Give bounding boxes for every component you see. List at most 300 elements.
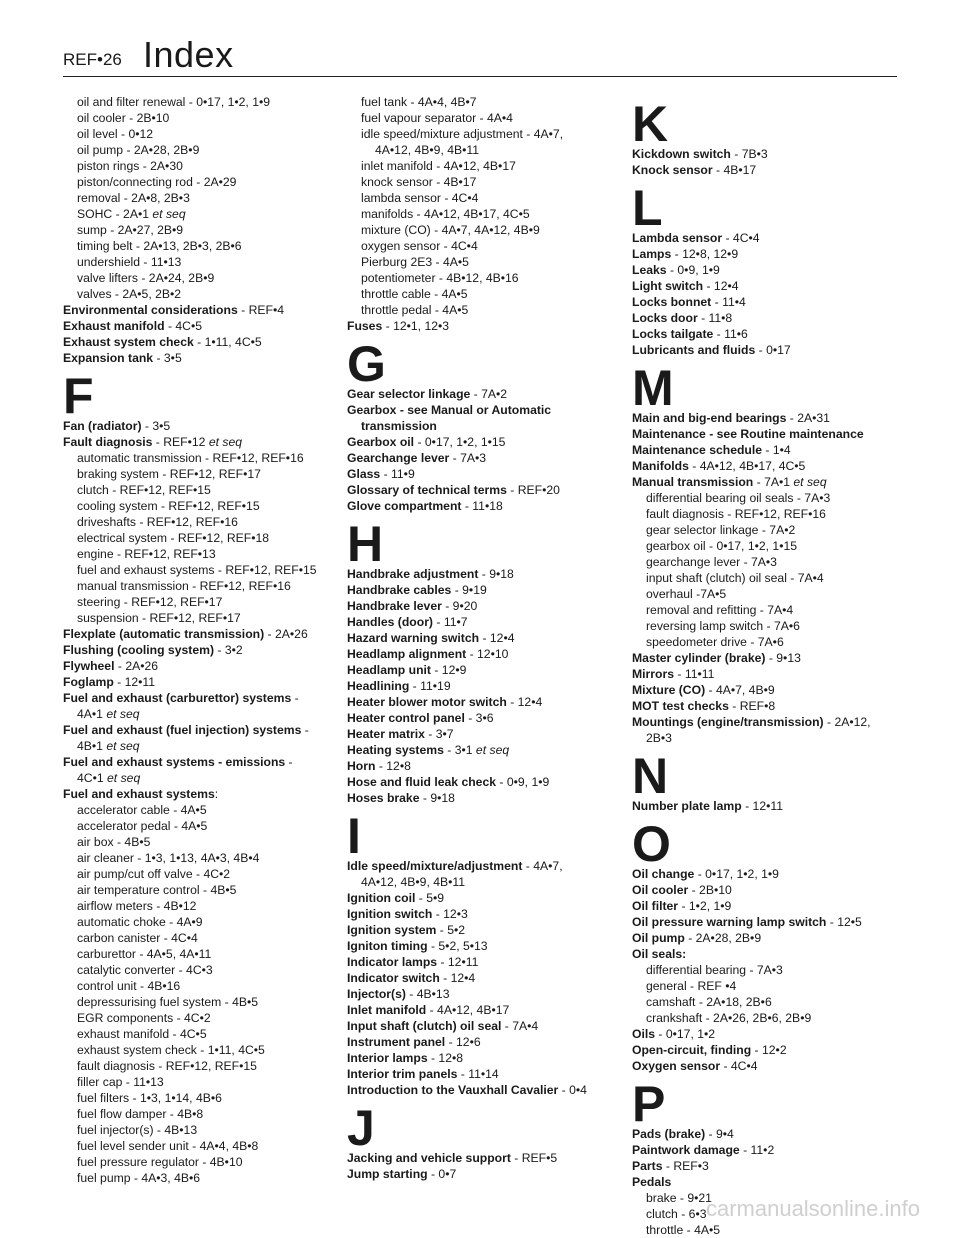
index-subentry bbox=[63, 1074, 349, 1090]
index-column-1 bbox=[63, 94, 349, 1186]
entry-pages: - 7B•3 bbox=[730, 147, 768, 161]
index-entry bbox=[632, 1058, 918, 1074]
entry-pages: - 12•10 bbox=[466, 647, 509, 661]
entry-term: Injector(s) bbox=[347, 987, 406, 1001]
entry-pages: air cleaner - 1•3, 1•13, 4A•3, 4B•4 bbox=[77, 851, 260, 865]
entry-pages: - 11•11 bbox=[674, 667, 715, 681]
entry-term: Interior lamps bbox=[347, 1051, 428, 1065]
entry-pages: carbon canister - 4C•4 bbox=[77, 931, 198, 945]
entry-pages: - bbox=[291, 691, 299, 705]
index-entry bbox=[63, 334, 349, 350]
index-entry bbox=[632, 946, 918, 962]
entry-pages: air box - 4B•5 bbox=[77, 835, 151, 849]
index-entry bbox=[347, 954, 633, 970]
entry-pages: fuel injector(s) - 4B•13 bbox=[77, 1123, 198, 1137]
index-entry bbox=[632, 262, 918, 278]
entry-pages: : bbox=[214, 787, 219, 801]
entry-pages: - 12•8, 12•9 bbox=[671, 247, 739, 261]
index-entry bbox=[63, 626, 349, 642]
index-subentry bbox=[632, 522, 918, 538]
entry-pages: - 3•2 bbox=[214, 643, 243, 657]
index-subentry bbox=[347, 270, 633, 286]
entry-pages: - REF•8 bbox=[728, 699, 776, 713]
index-subentry bbox=[63, 482, 349, 498]
index-subentry bbox=[63, 770, 349, 786]
index-entry bbox=[347, 646, 633, 662]
index-entry bbox=[632, 682, 918, 698]
entry-pages: overhaul -7A•5 bbox=[646, 587, 727, 601]
index-entry bbox=[632, 146, 918, 162]
entry-term: Parts bbox=[632, 1159, 663, 1173]
entry-pages: - 11•19 bbox=[409, 679, 451, 693]
index-entry bbox=[632, 162, 918, 178]
index-subentry bbox=[347, 190, 633, 206]
index-entry bbox=[347, 1002, 633, 1018]
header-rule bbox=[63, 76, 897, 77]
entry-pages: potentiometer - 4B•12, 4B•16 bbox=[361, 271, 519, 285]
entry-pages: oil level - 0•12 bbox=[77, 127, 154, 141]
entry-pages: - 12•4 bbox=[506, 695, 543, 709]
entry-term: Hoses brake bbox=[347, 791, 420, 805]
index-subentry bbox=[63, 450, 349, 466]
index-entry bbox=[347, 482, 633, 498]
index-subentry bbox=[632, 730, 918, 746]
index-column-3 bbox=[632, 94, 918, 1238]
index-subentry bbox=[347, 222, 633, 238]
index-subentry bbox=[63, 1026, 349, 1042]
entry-pages: clutch - REF•12, REF•15 bbox=[77, 483, 211, 497]
index-subentry bbox=[63, 1170, 349, 1186]
index-entry bbox=[347, 1150, 633, 1166]
entry-pages: valves - 2A•5, 2B•2 bbox=[77, 287, 182, 301]
entry-pages: accelerator pedal - 4A•5 bbox=[77, 819, 208, 833]
index-subentry bbox=[63, 818, 349, 834]
index-entry bbox=[347, 858, 633, 874]
entry-term: Jacking and vehicle support bbox=[347, 1151, 511, 1165]
entry-term: Handbrake adjustment bbox=[347, 567, 479, 581]
index-entry bbox=[63, 642, 349, 658]
index-entry bbox=[632, 310, 918, 326]
entry-pages: - 11•18 bbox=[461, 499, 503, 513]
index-column-2 bbox=[347, 94, 633, 1182]
index-entry bbox=[347, 1166, 633, 1182]
index-subentry bbox=[63, 174, 349, 190]
index-entry bbox=[347, 710, 633, 726]
entry-pages: - 0•9, 1•9 bbox=[496, 775, 550, 789]
index-entry bbox=[347, 434, 633, 450]
index-subentry bbox=[63, 1154, 349, 1170]
entry-term: Lubricants and fluids bbox=[632, 343, 756, 357]
entry-pages: - 9•4 bbox=[705, 1127, 734, 1141]
index-subentry bbox=[632, 570, 918, 586]
entry-pages: filler cap - 11•13 bbox=[77, 1075, 164, 1089]
entry-term: Flexplate (automatic transmission) bbox=[63, 627, 265, 641]
entry-term: Igniton timing bbox=[347, 939, 428, 953]
index-subentry bbox=[63, 850, 349, 866]
entry-term: Ignition coil bbox=[347, 891, 416, 905]
index-subentry bbox=[63, 158, 349, 174]
index-entry bbox=[632, 898, 918, 914]
index-subentry bbox=[63, 866, 349, 882]
index-entry bbox=[632, 294, 918, 310]
entry-term: Handbrake lever bbox=[347, 599, 442, 613]
entry-term: Fuses bbox=[347, 319, 383, 333]
entry-pages: - bbox=[285, 755, 293, 769]
entry-pages: air pump/cut off valve - 4C•2 bbox=[77, 867, 231, 881]
entry-term: Oils bbox=[632, 1027, 656, 1041]
entry-pages: - 12•5 bbox=[826, 915, 862, 929]
entry-pages: fuel vapour separator - 4A•4 bbox=[361, 111, 513, 125]
entry-pages: - 7A•1 bbox=[753, 475, 794, 489]
entry-pages: lambda sensor - 4C•4 bbox=[361, 191, 479, 205]
index-subentry bbox=[63, 834, 349, 850]
index-subentry bbox=[63, 546, 349, 562]
index-entry bbox=[632, 714, 918, 730]
index-subentry bbox=[632, 602, 918, 618]
entry-term: Heater blower motor switch bbox=[347, 695, 507, 709]
page-header bbox=[63, 30, 897, 78]
entry-pages: - 12•8 bbox=[427, 1051, 464, 1065]
index-subentry bbox=[63, 882, 349, 898]
index-entry bbox=[632, 1026, 918, 1042]
section-letter: F bbox=[63, 368, 94, 424]
index-subentry bbox=[632, 978, 918, 994]
index-entry bbox=[347, 1066, 633, 1082]
index-subentry bbox=[63, 1122, 349, 1138]
entry-pages: - 12•3 bbox=[432, 907, 468, 921]
entry-pages: - 0•4 bbox=[558, 1083, 587, 1097]
index-subentry bbox=[632, 538, 918, 554]
index-entry bbox=[347, 790, 633, 806]
entry-pages: mixture (CO) - 4A•7, 4A•12, 4B•9 bbox=[361, 223, 540, 237]
index-entry bbox=[632, 882, 918, 898]
entry-pages: - 7A•4 bbox=[501, 1019, 539, 1033]
entry-pages: - 11•14 bbox=[457, 1067, 499, 1081]
index-subentry bbox=[63, 1090, 349, 1106]
entry-pages: gearbox oil - 0•17, 1•2, 1•15 bbox=[646, 539, 798, 553]
entry-pages: throttle - 4A•5 bbox=[646, 1223, 721, 1237]
entry-pages: removal and refitting - 7A•4 bbox=[646, 603, 794, 617]
index-entry bbox=[632, 442, 918, 458]
entry-pages: air temperature control - 4B•5 bbox=[77, 883, 237, 897]
entry-term: Ignition switch bbox=[347, 907, 433, 921]
entry-pages: - 0•7 bbox=[427, 1167, 457, 1181]
index-entry bbox=[632, 666, 918, 682]
entry-term: Lambda sensor bbox=[632, 231, 723, 245]
entry-term: Instrument panel bbox=[347, 1035, 446, 1049]
index-entry bbox=[63, 302, 349, 318]
entry-pages: - 0•9, 1•9 bbox=[666, 263, 720, 277]
watermark: carmanualsonline.info bbox=[705, 1196, 920, 1221]
entry-et-seq: et seq bbox=[106, 707, 140, 721]
entry-term: Indicator switch bbox=[347, 971, 440, 985]
index-subentry bbox=[63, 802, 349, 818]
entry-pages: accelerator cable - 4A•5 bbox=[77, 803, 207, 817]
index-entry bbox=[347, 774, 633, 790]
entry-pages: removal - 2A•8, 2B•3 bbox=[77, 191, 190, 205]
entry-pages: - 4A•7, bbox=[522, 859, 563, 873]
entry-term: Fault diagnosis bbox=[63, 435, 153, 449]
entry-term: Maintenance - see Routine maintenance bbox=[632, 427, 864, 441]
entry-pages: throttle cable - 4A•5 bbox=[361, 287, 468, 301]
index-subentry bbox=[63, 206, 349, 222]
index-entry bbox=[347, 906, 633, 922]
index-entry bbox=[632, 342, 918, 358]
entry-term: Idle speed/mixture/adjustment bbox=[347, 859, 523, 873]
section-letter: N bbox=[632, 748, 669, 804]
entry-pages: engine - REF•12, REF•13 bbox=[77, 547, 216, 561]
entry-pages: sump - 2A•27, 2B•9 bbox=[77, 223, 184, 237]
index-entry bbox=[63, 690, 349, 706]
entry-pages: camshaft - 2A•18, 2B•6 bbox=[646, 995, 772, 1009]
index-subentry bbox=[63, 94, 349, 110]
index-subentry bbox=[63, 530, 349, 546]
entry-pages: driveshafts - REF•12, REF•16 bbox=[77, 515, 238, 529]
index-entry bbox=[632, 458, 918, 474]
entry-term: Mixture (CO) bbox=[632, 683, 706, 697]
index-subentry bbox=[632, 1010, 918, 1026]
entry-pages: exhaust system check - 1•11, 4C•5 bbox=[77, 1043, 265, 1057]
entry-pages: - 9•18 bbox=[419, 791, 455, 805]
index-subentry bbox=[63, 190, 349, 206]
index-subentry bbox=[347, 94, 633, 110]
entry-term: Gearchange lever bbox=[347, 451, 450, 465]
index-entry bbox=[347, 466, 633, 482]
entry-pages: undershield - 11•13 bbox=[77, 255, 182, 269]
index-subentry bbox=[63, 142, 349, 158]
index-entry bbox=[632, 698, 918, 714]
index-entry bbox=[632, 930, 918, 946]
entry-term: Handbrake cables bbox=[347, 583, 452, 597]
index-entry bbox=[347, 318, 633, 334]
entry-pages: - 5•2, 5•13 bbox=[427, 939, 488, 953]
entry-pages: carburettor - 4A•5, 4A•11 bbox=[77, 947, 212, 961]
entry-pages: throttle pedal - 4A•5 bbox=[361, 303, 469, 317]
index-subentry bbox=[63, 1010, 349, 1026]
entry-pages: differential bearing - 7A•3 bbox=[646, 963, 783, 977]
entry-pages: - 2A•28, 2B•9 bbox=[684, 931, 762, 945]
entry-term: Paintwork damage bbox=[632, 1143, 740, 1157]
index-entry bbox=[632, 1158, 918, 1174]
index-entry bbox=[63, 418, 349, 434]
entry-pages: - 12•11 bbox=[741, 799, 784, 813]
entry-pages: general - REF •4 bbox=[646, 979, 737, 993]
entry-pages: crankshaft - 2A•26, 2B•6, 2B•9 bbox=[646, 1011, 812, 1025]
index-subentry bbox=[347, 874, 633, 890]
entry-pages: - 0•17, 1•2 bbox=[655, 1027, 716, 1041]
entry-pages: fuel flow damper - 4B•8 bbox=[77, 1107, 204, 1121]
index-subentry bbox=[632, 618, 918, 634]
entry-term: Fuel and exhaust systems bbox=[63, 787, 215, 801]
index-entry bbox=[63, 318, 349, 334]
entry-term: Heater control panel bbox=[347, 711, 465, 725]
entry-term: Glossary of technical terms bbox=[347, 483, 507, 497]
index-subentry bbox=[63, 1042, 349, 1058]
entry-pages: gear selector linkage - 7A•2 bbox=[646, 523, 796, 537]
index-entry bbox=[63, 350, 349, 366]
entry-pages: speedometer drive - 7A•6 bbox=[646, 635, 784, 649]
index-subentry bbox=[347, 158, 633, 174]
index-subentry bbox=[63, 594, 349, 610]
index-subentry bbox=[63, 514, 349, 530]
entry-term: Lamps bbox=[632, 247, 672, 261]
index-entry bbox=[347, 386, 633, 402]
entry-pages: - 11•4 bbox=[711, 295, 746, 309]
index-subentry bbox=[63, 578, 349, 594]
entry-pages: - 12•11 bbox=[437, 955, 479, 969]
index-subentry bbox=[63, 994, 349, 1010]
entry-term: Input shaft (clutch) oil seal bbox=[347, 1019, 502, 1033]
entry-pages: - 4A•12, 4B•17, 4C•5 bbox=[688, 459, 806, 473]
entry-pages: fuel tank - 4A•4, 4B•7 bbox=[361, 95, 477, 109]
page-title: Index bbox=[143, 34, 234, 75]
entry-pages: - 2A•31 bbox=[786, 411, 830, 425]
entry-term: Gearbox - see Manual or Automatic bbox=[347, 403, 552, 417]
entry-pages: - 12•11 bbox=[113, 675, 156, 689]
index-subentry bbox=[63, 962, 349, 978]
entry-pages: 4C•1 bbox=[77, 771, 108, 785]
entry-term: Indicator lamps bbox=[347, 955, 438, 969]
index-entry bbox=[347, 1082, 633, 1098]
index-subentry bbox=[63, 738, 349, 754]
section-letter: J bbox=[347, 1100, 375, 1156]
index-entry bbox=[632, 1174, 918, 1190]
index-entry bbox=[347, 598, 633, 614]
entry-pages: fault diagnosis - REF•12, REF•15 bbox=[77, 1059, 257, 1073]
entry-pages: - 4A•7, 4B•9 bbox=[705, 683, 775, 697]
index-subentry bbox=[63, 466, 349, 482]
index-entry bbox=[347, 1018, 633, 1034]
index-entry bbox=[347, 566, 633, 582]
index-subentry bbox=[63, 930, 349, 946]
entry-term: Handles (door) bbox=[347, 615, 433, 629]
index-subentry bbox=[347, 302, 633, 318]
entry-pages: - 11•7 bbox=[433, 615, 468, 629]
entry-pages: piston/connecting rod - 2A•29 bbox=[77, 175, 237, 189]
index-subentry bbox=[347, 206, 633, 222]
entry-pages: - 4C•4 bbox=[722, 231, 760, 245]
section-letter: O bbox=[632, 816, 671, 872]
entry-pages: gearchange lever - 7A•3 bbox=[646, 555, 777, 569]
entry-pages: manifolds - 4A•12, 4B•17, 4C•5 bbox=[361, 207, 530, 221]
entry-pages: cooling system - REF•12, REF•15 bbox=[77, 499, 260, 513]
index-entry bbox=[347, 890, 633, 906]
entry-term: Oil change bbox=[632, 867, 695, 881]
index-entry bbox=[632, 278, 918, 294]
entry-pages: - 3•1 bbox=[443, 743, 476, 757]
entry-pages: 4A•1 bbox=[77, 707, 107, 721]
index-subentry bbox=[632, 586, 918, 602]
entry-pages: - 0•17, 1•2, 1•15 bbox=[414, 435, 506, 449]
entry-et-seq: et seq bbox=[107, 771, 141, 785]
index-entry bbox=[632, 426, 918, 442]
entry-pages: - 9•20 bbox=[441, 599, 478, 613]
entry-term: Fan (radiator) bbox=[63, 419, 142, 433]
entry-et-seq: et seq bbox=[106, 739, 140, 753]
entry-pages: 4B•1 bbox=[77, 739, 107, 753]
entry-pages: manual transmission - REF•12, REF•16 bbox=[77, 579, 291, 593]
entry-pages: - 4B•17 bbox=[712, 163, 757, 177]
entry-term: Hose and fluid leak check bbox=[347, 775, 497, 789]
index-entry bbox=[63, 658, 349, 674]
entry-term: Introduction to the Vauxhall Cavalier bbox=[347, 1083, 559, 1097]
entry-term: Open-circuit, finding bbox=[632, 1043, 752, 1057]
entry-pages: EGR components - 4C•2 bbox=[77, 1011, 211, 1025]
entry-term: Headlamp unit bbox=[347, 663, 431, 677]
index-entry bbox=[347, 498, 633, 514]
index-subentry bbox=[63, 286, 349, 302]
entry-pages: depressurising fuel system - 4B•5 bbox=[77, 995, 259, 1009]
index-entry bbox=[347, 970, 633, 986]
entry-term: Locks door bbox=[632, 311, 698, 325]
entry-term: Leaks bbox=[632, 263, 667, 277]
index-subentry bbox=[63, 610, 349, 626]
entry-pages: - 9•13 bbox=[765, 651, 801, 665]
entry-pages: - 7A•2 bbox=[470, 387, 508, 401]
entry-term: Oxygen sensor bbox=[632, 1059, 721, 1073]
entry-term: Interior trim panels bbox=[347, 1067, 458, 1081]
index-subentry bbox=[63, 110, 349, 126]
entry-pages: oil cooler - 2B•10 bbox=[77, 111, 170, 125]
index-entry bbox=[347, 678, 633, 694]
index-subentry bbox=[63, 270, 349, 286]
entry-term: Exhaust system check bbox=[63, 335, 194, 349]
section-letter: P bbox=[632, 1076, 666, 1132]
index-entry bbox=[632, 1042, 918, 1058]
index-entry bbox=[632, 1142, 918, 1158]
entry-pages: - 3•5 bbox=[153, 351, 182, 365]
entry-pages: - 4B•13 bbox=[405, 987, 450, 1001]
entry-pages: - 4C•4 bbox=[720, 1059, 758, 1073]
index-entry bbox=[632, 230, 918, 246]
entry-et-seq: et seq bbox=[208, 435, 243, 449]
entry-term: Locks bonnet bbox=[632, 295, 712, 309]
index-entry bbox=[347, 742, 633, 758]
index-subentry bbox=[347, 174, 633, 190]
entry-pages: fuel filters - 1•3, 1•14, 4B•6 bbox=[77, 1091, 222, 1105]
index-entry bbox=[347, 694, 633, 710]
entry-pages: - REF•5 bbox=[510, 1151, 558, 1165]
entry-pages: - 9•18 bbox=[478, 567, 514, 581]
index-subentry bbox=[63, 946, 349, 962]
entry-term: Oil filter bbox=[632, 899, 679, 913]
entry-pages: fault diagnosis - REF•12, REF•16 bbox=[646, 507, 826, 521]
entry-term: Fuel and exhaust (carburettor) systems bbox=[63, 691, 292, 705]
index-entry bbox=[347, 1034, 633, 1050]
entry-term: Oil pressure warning lamp switch bbox=[632, 915, 827, 929]
entry-pages: - 12•4 bbox=[439, 971, 476, 985]
index-entry bbox=[347, 614, 633, 630]
entry-pages: steering - REF•12, REF•17 bbox=[77, 595, 223, 609]
entry-pages: - REF•4 bbox=[237, 303, 284, 317]
index-entry bbox=[347, 630, 633, 646]
index-entry bbox=[347, 450, 633, 466]
entry-term: Oil cooler bbox=[632, 883, 689, 897]
entry-pages: - 5•2 bbox=[436, 923, 466, 937]
entry-pages: reversing lamp switch - 7A•6 bbox=[646, 619, 800, 633]
entry-term: Glass bbox=[347, 467, 381, 481]
entry-pages: - 0•17, 1•2, 1•9 bbox=[694, 867, 779, 881]
entry-pages: differential bearing oil seals - 7A•3 bbox=[646, 491, 831, 505]
entry-term: MOT test checks bbox=[632, 699, 729, 713]
entry-term: Pedals bbox=[632, 1175, 672, 1189]
index-entry bbox=[63, 722, 349, 738]
entry-term: Horn bbox=[347, 759, 376, 773]
entry-pages: - 9•19 bbox=[451, 583, 487, 597]
index-subentry bbox=[63, 1106, 349, 1122]
index-subentry bbox=[632, 554, 918, 570]
entry-pages: knock sensor - 4B•17 bbox=[361, 175, 477, 189]
